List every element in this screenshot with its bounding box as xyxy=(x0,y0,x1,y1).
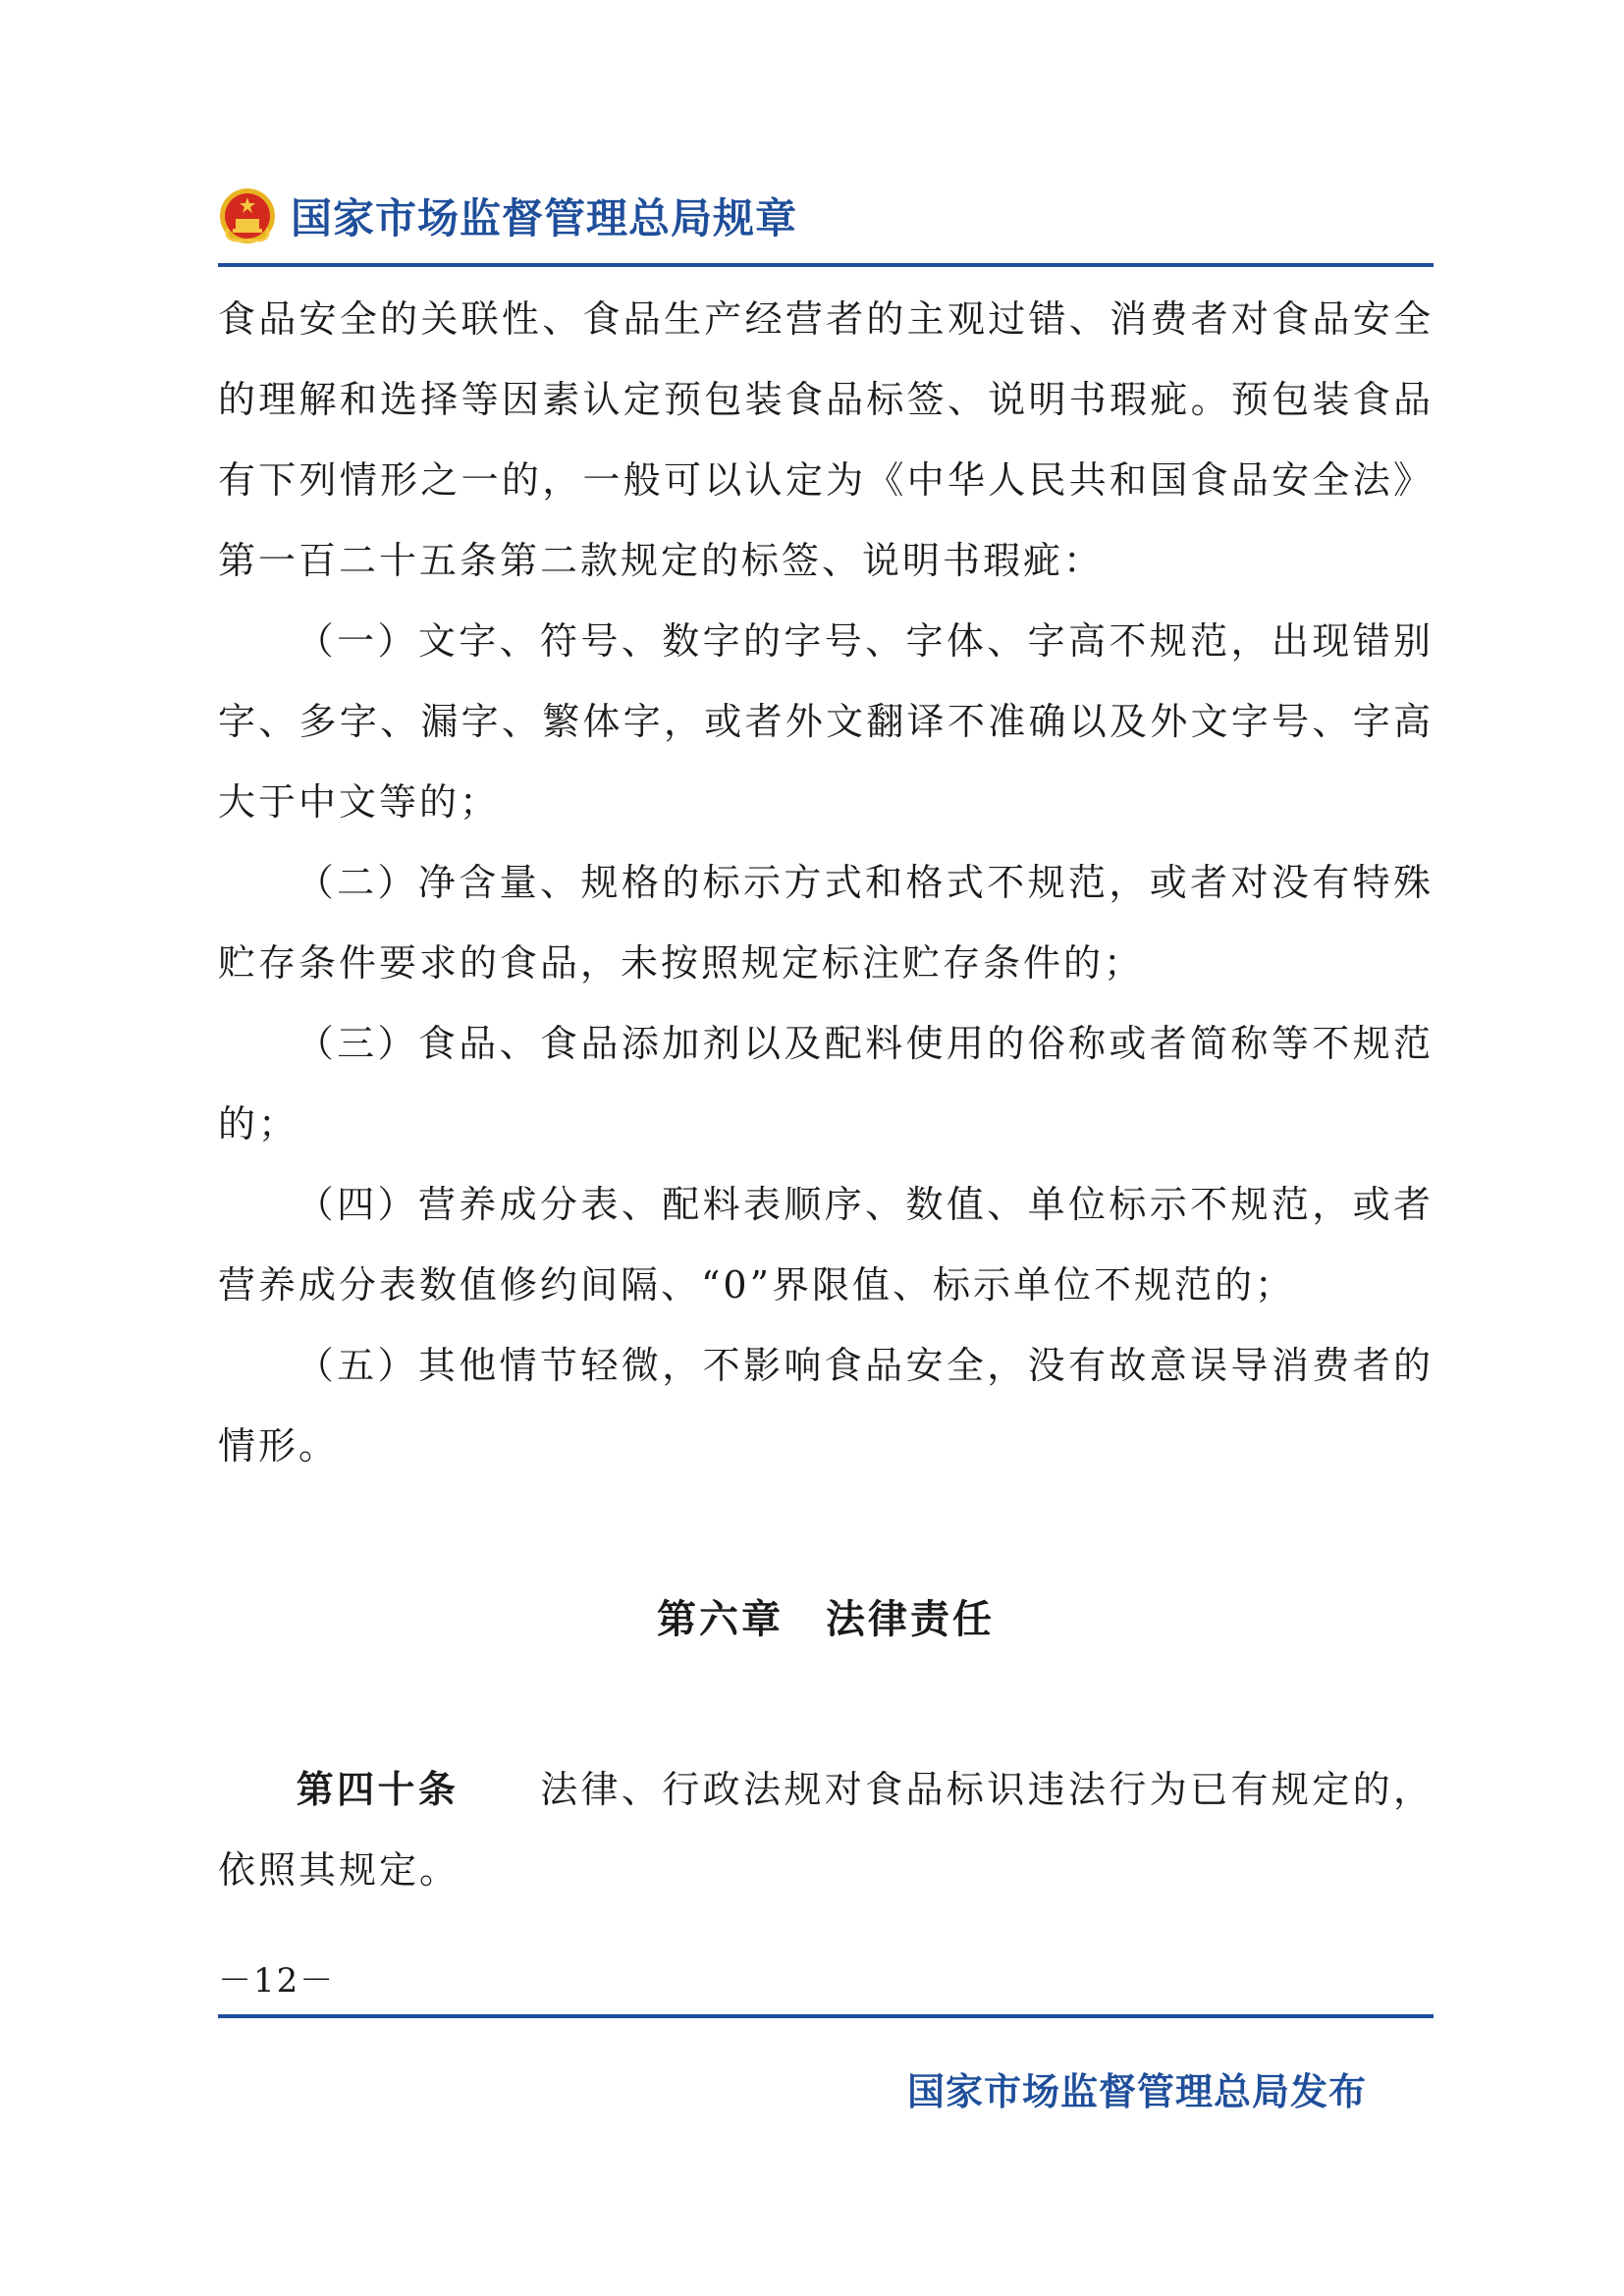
document-body xyxy=(218,279,1434,1486)
paragraph-item-5: （五）其他情节轻微，不影响食品安全，没有故意误导消费者的情形。 xyxy=(218,1344,1434,1468)
paragraph-intro: 食品安全的关联性、食品生产经营者的主观过错、消费者对食品安全的理解和选择等因素认定预包装食品标签、说明书瑕疵。预包装食品有下列情形之一的，一般可以认定为《中华人民共和国食品安全法》第一百二十五条第二款规定的标签、说明书瑕疵： xyxy=(218,297,1434,582)
paragraph-item-2: （二）净含量、规格的标示方式和格式不规范，或者对没有特殊贮存条件要求的食品，未按照规定标注贮存条件的； xyxy=(218,861,1434,985)
footer-divider xyxy=(218,2014,1434,2018)
paragraph-item-1: （一）文字、符号、数字的字号、字体、字高不规范，出现错别字、多字、漏字、繁体字，或者外文翻译不准确以及外文字号、字高大于中文等的； xyxy=(218,619,1434,824)
article-label: 第四十条 xyxy=(296,1768,460,1811)
page-header xyxy=(218,182,1435,250)
paragraph-item-3: （三）食品、食品添加剂以及配料使用的俗称或者简称等不规范的； xyxy=(218,1022,1434,1146)
page-number: －12－ xyxy=(218,1961,336,2001)
national-emblem-icon xyxy=(218,186,277,246)
paragraph-item-4: （四）营养成分表、配料表顺序、数值、单位标示不规范，或者营养成分表数值修约间隔、“0”界限值、标示单位不规范的； xyxy=(218,1183,1434,1307)
header-title: 国家市场监督管理总局规章 xyxy=(291,194,798,242)
header-divider xyxy=(218,263,1434,267)
article-text: 法律、行政法规对食品标识违法行为已有规定的，依照其规定。 xyxy=(218,1768,1434,1892)
chapter-heading: 第六章 法律责任 xyxy=(657,1597,995,1642)
article-40 xyxy=(218,1749,1434,1910)
footer-publisher: 国家市场监督管理总局发布 xyxy=(906,2070,1367,2113)
